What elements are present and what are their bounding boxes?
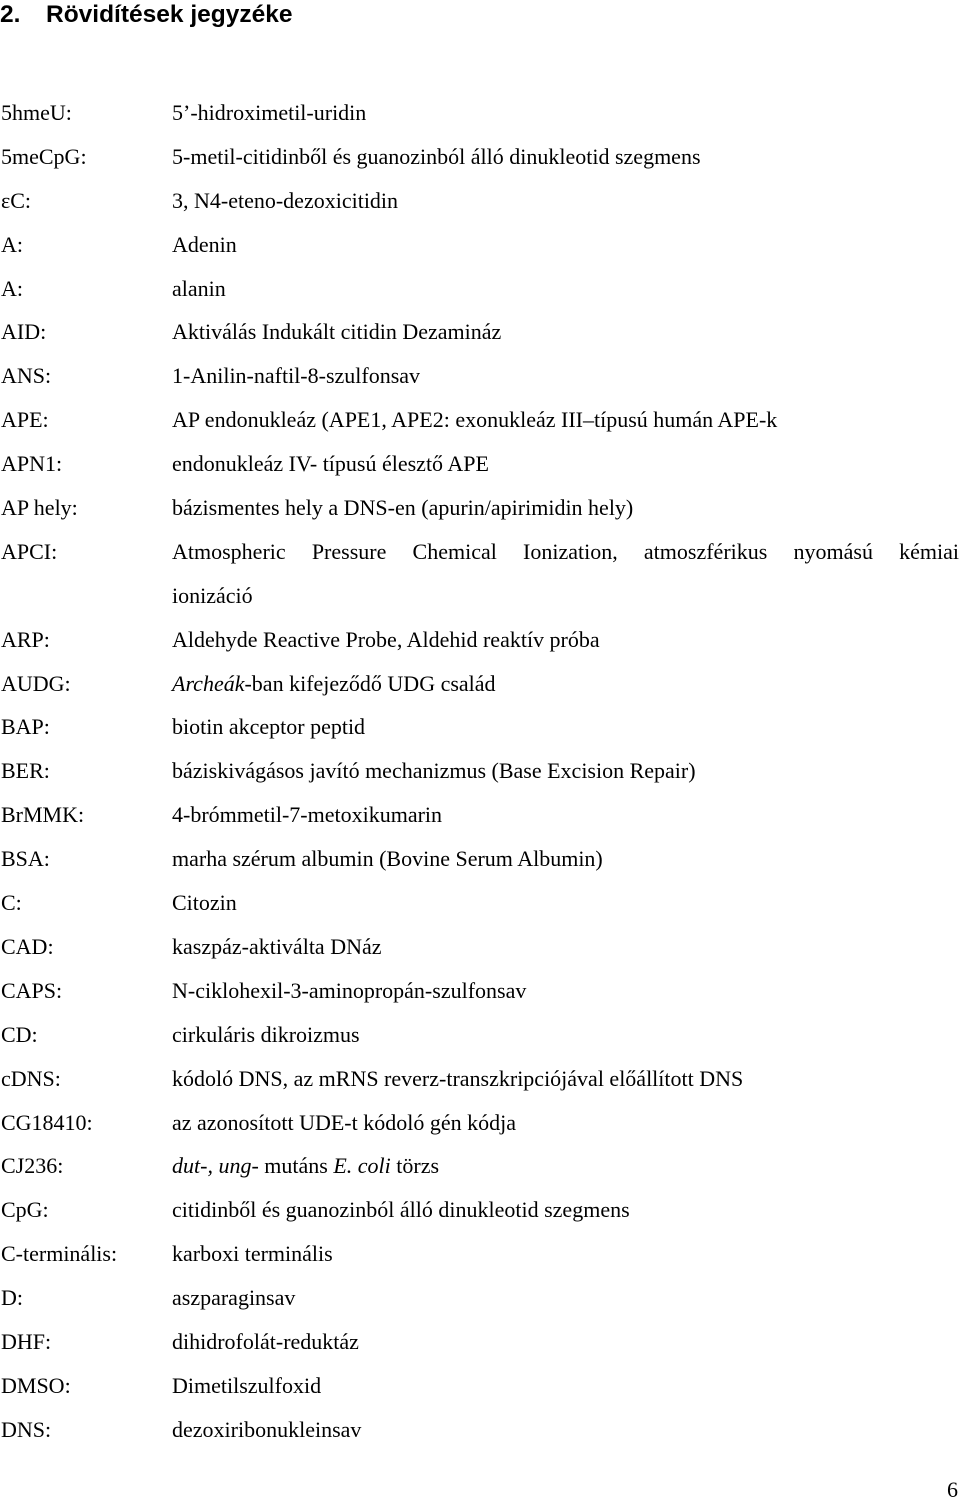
abbreviation-term: CG18410: — [1, 1109, 93, 1135]
abbreviation-term: εC: — [1, 187, 32, 213]
abbreviation-term: AUDG: — [1, 670, 71, 696]
abbreviation-row — [0, 530, 960, 618]
abbreviation-row — [0, 179, 960, 223]
abbreviation-row — [0, 91, 960, 135]
abbreviation-row — [0, 837, 960, 881]
abbreviation-term: CD: — [1, 1021, 38, 1047]
abbreviation-row — [0, 1144, 960, 1188]
abbreviation-term: AID: — [1, 319, 47, 345]
abbreviation-term: A: — [1, 231, 23, 257]
definition-text: dezoxiribonukleinsav — [172, 1416, 362, 1442]
abbreviation-term: ARP: — [1, 626, 50, 652]
abbreviation-row — [0, 749, 960, 793]
abbreviation-row — [0, 618, 960, 662]
abbreviation-definition — [172, 1013, 360, 1057]
definition-text: kaszpáz-aktiválta DNáz — [172, 933, 382, 959]
abbreviation-definition — [172, 749, 696, 793]
abbreviation-row — [0, 1364, 960, 1408]
abbreviation-definition — [172, 618, 600, 662]
abbreviation-term: DHF: — [1, 1328, 52, 1354]
definition-text: mutáns — [258, 1153, 334, 1179]
abbreviation-row — [0, 1013, 960, 1057]
abbreviation-row — [0, 310, 960, 354]
abbreviation-term: BER: — [1, 758, 50, 784]
abbreviation-definition — [172, 354, 420, 398]
abbreviation-definition — [172, 1144, 439, 1188]
abbreviation-row — [0, 793, 960, 837]
abbreviation-definition — [172, 1276, 295, 1320]
abbreviation-definition — [172, 267, 226, 311]
abbreviation-definition — [172, 837, 603, 881]
definition-text: biotin akceptor peptid — [172, 714, 366, 740]
definition-text: báziskivágásos javító mechanizmus (Base Excision Repair) — [172, 758, 696, 784]
definition-text: 4-brómmetil-7-metoxikumarin — [172, 802, 443, 828]
definition-text: dihidrofolát-reduktáz — [172, 1328, 359, 1354]
abbreviation-definition — [172, 1364, 321, 1408]
abbreviation-definition — [172, 310, 501, 354]
abbreviation-definition — [172, 179, 398, 223]
definition-text: bázismentes hely a DNS-en (apurin/apirimidin hely) — [172, 495, 634, 521]
abbreviation-term: 5meCpG: — [1, 143, 87, 169]
abbreviation-row — [0, 354, 960, 398]
definition-italic-text: Archeák — [172, 670, 245, 696]
abbreviation-definition — [172, 925, 382, 969]
abbreviation-row — [0, 1232, 960, 1276]
abbreviation-row — [0, 1057, 960, 1101]
abbreviation-term: D: — [1, 1285, 23, 1311]
abbreviation-row — [0, 881, 960, 925]
abbreviation-definition — [172, 1408, 361, 1452]
definition-text: Citozin — [172, 890, 237, 916]
section-title: Rövidítések jegyzéke — [46, 1, 293, 28]
definition-text: törzs — [390, 1153, 440, 1179]
abbreviation-term: DMSO: — [1, 1372, 71, 1398]
abbreviation-term: CAPS: — [1, 977, 63, 1003]
abbreviation-row — [0, 969, 960, 1013]
abbreviation-row — [0, 705, 960, 749]
abbreviation-term: CpG: — [1, 1197, 49, 1223]
definition-text: AP endonukleáz (APE1, APE2: exonukleáz III–típusú humán APE-k — [172, 407, 778, 433]
abbreviation-row — [0, 1101, 960, 1145]
definition-text: Aldehyde Reactive Probe, Aldehid reaktív próba — [172, 626, 600, 652]
abbreviation-definition — [172, 1188, 630, 1232]
abbreviation-row — [0, 1188, 960, 1232]
abbreviation-term: APE: — [1, 407, 49, 433]
definition-text: endonukleáz IV- típusú élesztő APE — [172, 451, 489, 477]
definition-text: kódoló DNS, az mRNS reverz-transzkripciójával előállított DNS — [172, 1065, 744, 1091]
definition-text: az azonosított UDE-t kódoló gén kódja — [172, 1109, 516, 1135]
abbreviation-term: CAD: — [1, 933, 54, 959]
definition-text: Adenin — [172, 231, 237, 257]
abbreviation-row — [0, 267, 960, 311]
abbreviation-definition — [172, 398, 777, 442]
definition-text: cirkuláris dikroizmus — [172, 1021, 360, 1047]
definition-text: N-ciklohexil-3-aminopropán-szulfonsav — [172, 977, 527, 1003]
abbreviation-term: C: — [1, 890, 22, 916]
definition-text: 3, N4-eteno-dezoxicitidin — [172, 187, 399, 213]
abbreviation-row — [0, 925, 960, 969]
abbreviation-term: DNS: — [1, 1416, 52, 1442]
abbreviation-definition — [172, 530, 959, 574]
definition-italic-text: E. coli — [333, 1153, 391, 1179]
abbreviation-row — [0, 486, 960, 530]
abbreviation-definition — [172, 1320, 359, 1364]
definition-text: Aktiválás Indukált citidin Dezamináz — [172, 319, 502, 345]
abbreviation-row — [0, 1408, 960, 1452]
abbreviation-row — [0, 135, 960, 179]
abbreviation-definition — [172, 793, 442, 837]
abbreviation-row — [0, 398, 960, 442]
abbreviation-term: BrMMK: — [1, 802, 85, 828]
abbreviation-term: APN1: — [1, 451, 63, 477]
abbreviation-term: ANS: — [1, 363, 52, 389]
abbreviation-definition — [172, 486, 633, 530]
abbreviation-row — [0, 1276, 960, 1320]
abbreviation-definition — [172, 135, 701, 179]
abbreviation-definition — [172, 442, 489, 486]
abbreviation-list — [0, 91, 960, 1452]
section-heading — [0, 0, 292, 30]
abbreviation-term: CJ236: — [1, 1153, 64, 1179]
abbreviation-term: APCI: — [1, 538, 58, 564]
abbreviation-definition — [172, 223, 237, 267]
section-number: 2. — [0, 1, 21, 28]
abbreviation-row — [0, 223, 960, 267]
abbreviation-term: cDNS: — [1, 1065, 61, 1091]
abbreviation-definition — [172, 1057, 743, 1101]
abbreviation-row — [0, 442, 960, 486]
definition-text: 1-Anilin-naftil-8-szulfonsav — [172, 363, 421, 389]
definition-text: 5’-hidroximetil-uridin — [172, 100, 367, 125]
abbreviation-term: C-terminális: — [1, 1241, 118, 1267]
abbreviation-row — [0, 662, 960, 706]
abbreviation-definition — [172, 969, 526, 1013]
abbreviation-definition — [172, 662, 496, 706]
abbreviation-term: A: — [1, 275, 23, 301]
abbreviation-definition — [172, 91, 366, 135]
abbreviation-term: BAP: — [1, 714, 50, 740]
abbreviation-definition — [172, 705, 365, 749]
definition-text: karboxi terminális — [172, 1241, 333, 1267]
abbreviation-term: AP hely: — [1, 495, 78, 521]
abbreviation-definition — [172, 1101, 516, 1145]
definition-italic-text: dut-, ung- — [172, 1153, 259, 1179]
definition-text: marha szérum albumin (Bovine Serum Albumin) — [172, 846, 603, 872]
abbreviation-definition — [172, 1232, 333, 1276]
definition-text: 5-metil-citidinből és guanozinból álló dinukleotid szegmens — [172, 143, 701, 169]
definition-text: citidinből és guanozinból álló dinukleotid szegmens — [172, 1197, 630, 1223]
definition-text: alanin — [172, 275, 226, 301]
page-number: 6 — [947, 1477, 958, 1502]
definition-text: -ban kifejeződő UDG család — [244, 670, 496, 696]
abbreviation-term: BSA: — [1, 846, 50, 872]
abbreviation-term: 5hmeU: — [1, 100, 72, 125]
definition-text: Dimetilszulfoxid — [172, 1372, 322, 1398]
definition-text: Atmospheric Pressure Chemical Ionization, atmoszférikus nyomású kémiai — [172, 538, 959, 564]
definition-text: aszparaginsav — [172, 1285, 296, 1311]
abbreviation-definition-continuation: ionizáció — [172, 582, 253, 608]
abbreviation-definition — [172, 881, 237, 925]
abbreviation-row — [0, 1320, 960, 1364]
